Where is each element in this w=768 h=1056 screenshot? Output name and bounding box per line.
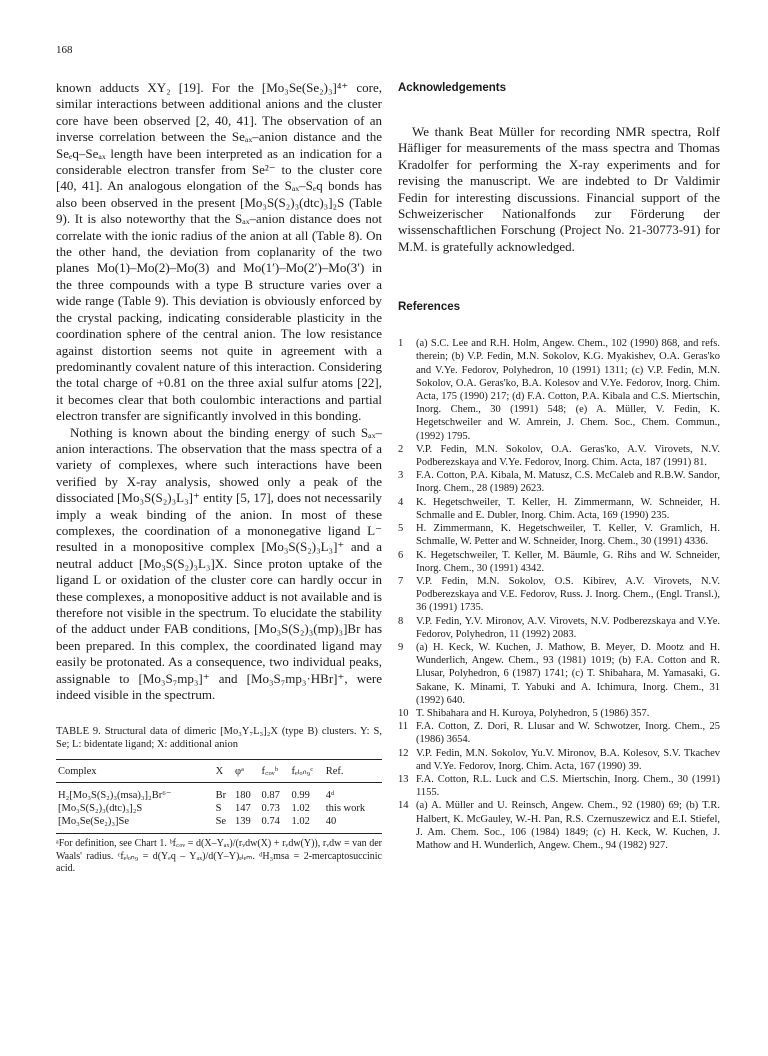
reference-item [398,773,720,799]
table-cell: 1.02 [291,803,310,815]
reference-number: 3 [398,470,404,482]
acknowledgements-text [398,124,720,255]
table-cell: 0.87 [261,789,280,801]
reference-item [398,799,720,852]
reference-number: 10 [398,707,409,719]
reference-number: 11 [398,721,409,733]
table-caption: TABLE 9. Structural data of dimeric [Mo₃Y₇L₃]₂X (type B) clusters. Y: S, Se; L: bidentate ligand; X: additional anion [56,726,382,751]
reference-item [398,469,720,495]
reference-text: V.P. Fedin, M.N. Sokolov, Yu.V. Mironov, B.A. Kolesov, S.V. Tkachev and V.Ye. Fedorov, Inorg. Chim. Acta, 167 (1990) 39. [416,747,720,772]
table-cell: 0.74 [260,815,290,834]
reference-item [398,443,720,469]
reference-number: 4 [398,496,404,508]
reference-text: F.A. Cotton, R.L. Luck and C.S. Miertschin, Inorg. Chem., 30 (1991) 1155. [416,773,720,799]
table-header-x: X [214,760,233,783]
page-number: 168 [56,44,73,56]
reference-item [398,549,720,575]
table-row [56,815,382,834]
table-header-felong: fₑₗₒₙ₉ᶜ [290,760,324,783]
table-cell: 180 [235,789,251,801]
table-cell: 0.99 [291,789,310,801]
right-column [398,80,720,852]
table-cell: 139 [233,815,260,834]
reference-item [398,720,720,746]
references-heading: References [398,301,461,314]
reference-number: 12 [398,747,409,759]
reference-text: (a) H. Keck, W. Kuchen, J. Mathow, B. Meyer, D. Mootz and H. Wunderlich, Angew. Chem., 93 (1981) 1019; (b) F.A. Cotton and R. Llusar, Polyhedron, 6 (1987) 1741; (c) T. Shibahara, M. Yamasaki, G. Sakane, K. Minami, T. Yabuki and A. Ichimura, Inorg. Chem., 31 (1992) 640. [416,641,720,706]
table-header-fcov: f꜀ₒᵥᵇ [260,760,290,783]
reference-text: K. Hegetschweiler, T. Keller, H. Zimmermann, W. Schneider, H. Schmalle and E. Dubler, Inorg. Chim. Acta, 169 (1990) 235. [416,496,720,521]
table-row [56,783,382,803]
reference-list [398,337,720,852]
paragraph: known adducts XY₂ [19]. For the [Mo₃Se(Se₂)₃]⁴⁺ core, similar interactions between additional anions and the cluster core have been observed [2, 40, 41]. The observation of an inverse correlation between the Seₐₓ–anion distance and the Seₑq–Seₐₓ length have been interpreted as an indication for a considerable electron transfer from Se²⁻ to the cluster core [40, 41]. An analogous elongation of the Sₐₓ–Sₑq bonds has also been observed in the present [Mo₃S(S₂)₃(dtc)₃]₂S (Table 9). It is also noteworthy that the Sₐₓ–anion distance does not correlate with the ionic radius of the anion at all (Table 8). On the other hand, the deviation from coplanarity of the two planes Mo(1)–Mo(2)–Mo(3) and Mo(1′)–Mo(2′)–Mo(3′) in the three compounds with a type B structure varies over a wide range (Table 9). This deviation is obviously enforced by the crystal packing, indicating considerable plasticity in the coordination sphere of the central anion. The low resistance against distortion seems not quite in agreement with a predominantly covalent nature of this interaction. Considering the total charge of +0.81 on the three axial sulfur atoms [22], it becomes clear that both coulombic interactions and partial electron transfer are significantly involved in this bonding. [56,80,382,424]
reference-text: V.P. Fedin, M.N. Sokolov, O.A. Geras'ko, A.V. Virovets, N.V. Podberezskaya and V.Ye. Fedorov, Inorg. Chim. Acta, 187 (1991) 81. [416,443,720,469]
table-cell: Br [215,789,227,801]
reference-item [398,496,720,522]
reference-item [398,641,720,707]
left-column [56,80,382,876]
reference-text: (a) A. Müller and U. Reinsch, Angew. Chem., 92 (1980) 69; (b) T.R. Halbert, K. McGauley, W.-H. Pan, R.S. Czernuszewicz and E.I. Stiefel, J. Am. Chem. Soc., 106 (1984) 1849; (c) H. Keck, W. Kuchen, J. Mathow and H. Wunderlich, Angew. Chem., 94 (1982) 927. [416,800,720,851]
reference-number: 8 [398,615,404,627]
reference-item [398,522,720,548]
paragraph: We thank Beat Müller for recording NMR spectra, Rolf Häfliger for measurements of the mass spectra and Thomas Kradolfer for performing the X-ray experiments and for revising the manuscript. We are indebted to Dr Valdimir Fedin for interesting discussions. Financial support of the Schweizerischer Nationalfonds zur Förderung der wissenschaftlichen Forschung (Project No. 21-30773-91) for M.M. is gratefully acknowledged. [398,124,720,254]
reference-number: 13 [398,773,409,785]
reference-text: V.P. Fedin, Y.V. Mironov, A.V. Virovets, N.V. Podberezskaya and V.Ye. Fedorov, Polyhedron, 11 (1992) 2083. [416,615,720,640]
table-cell: 147 [235,803,251,815]
reference-number: 9 [398,641,404,653]
reference-text: (a) S.C. Lee and R.H. Holm, Angew. Chem., 102 (1990) 868, and refs. therein; (b) V.P. Fedin, M.N. Sokolov, K.G. Myakishev, O.A. Geras'ko and V.Ye. Fedorov, Polyhedron, 10 (1991) 1311; (c) V.P. Fedin, M.N. Sokolov, O.A. Geras'ko, B.A. Kolesov and V.Ye. Fedorov, Inorg. Chim. Acta, 175 (1990) 217; (d) F.A. Cotton, P.A. Kibala and C.S. Miertschin, Inorg. Chem., 30 (1991) 548; (e) A. Müller, V. Fedin, K. Hegetschweiler and W. Amrein, J. Chem. Soc., Chem. Commun., (1992) 1795. [416,338,720,442]
table-cell: 1.02 [290,815,324,834]
table-header-ref: Ref. [324,760,382,783]
table-row [56,802,382,815]
reference-text: F.A. Cotton, Z. Dori, R. Llusar and W. Schwotzer, Inorg. Chem., 25 (1986) 3654. [416,721,720,746]
reference-item [398,747,720,773]
reference-item [398,337,720,443]
reference-number: 5 [398,523,404,535]
reference-item [398,575,720,615]
reference-text: V.P. Fedin, M.N. Sokolov, O.S. Kibirev, A.V. Virovets, N.V. Podberezskaya and V.E. Fedorov, Russ. J. Inorg. Chem., (Engl. Transl.), 36 (1991) 1735. [416,575,720,614]
reference-number: 6 [398,549,404,561]
table-cell: 40 [324,815,382,834]
reference-number: 14 [398,800,409,812]
reference-text: K. Hegetschweiler, T. Keller, M. Bäumle, G. Rihs and W. Schneider, Inorg. Chem., 30 (1991) 4342. [416,549,720,574]
table-cell: 0.73 [261,803,280,815]
reference-number: 7 [398,575,404,587]
table-cell: 4ᵈ [325,789,335,801]
table-cell: [Mo₃S(S₂)₃(dtc)₃]₂S [58,803,143,815]
table-header-phi: φᵃ [233,760,260,783]
acknowledgements-heading: Acknowledgements [398,82,506,94]
paragraph: Nothing is known about the binding energy of such Sₐₓ–anion interactions. The observation that the mass spectra of a variety of complexes, where such interactions have been verified by X-ray analysis, showed only a peak of the dissociated [Mo₃S(S₂)₃L₃]⁺ entity [5, 17], does not necessarily imply a weak binding of the anion. In most of these complexes, the coordination of a mononegative ligand L⁻ resulted in a monopositive complex [Mo₃S(S₂)₃L₃]⁺ and a neutral adduct [Mo₃S(S₂)₃L₃]X. Since proton uptake of the ligand L or oxidation of the cluster core can hardly occur in these complexes, a monopositive adduct is not available and is therefore not visible in the spectrum. To elucidate the stability of the adduct under FAB conditions, [Mo₃S(S₂)₃(mp)₃]Br has been prepared. In this complex, the coordinated ligand may easily be protonated. As a consequence, two individual peaks, assignable to [Mo₃S₇mp₃]⁺ and [Mo₃S₇mp₃·HBr]⁺, were indeed visible in the spectrum. [56,424,382,703]
structural-data-table [56,759,382,834]
table-cell: Se [214,815,233,834]
reference-text: H. Zimmermann, K. Hegetschweiler, T. Keller, V. Gramlich, H. Schmalle, W. Petter and W. Schneider, Inorg. Chem., 30 (1991) 4336. [416,523,720,548]
table-cell: this work [325,803,366,815]
reference-number: 2 [398,443,404,455]
table-cell: H₂[Mo₃S(S₂)₃(msa)₃]₂Br⁶⁻ [58,790,172,802]
reference-item [398,615,720,641]
body-text [56,80,382,703]
table-header-complex: Complex [56,760,214,783]
reference-text: T. Shibahara and H. Kuroya, Polyhedron, 5 (1986) 357. [416,707,650,719]
table-cell: [Mo₃Se(Se₂)₃]Se [56,815,214,834]
table-footnote: ᵃFor definition, see Chart 1. ᵇf꜀ₒᵥ = d(X–Yₐₓ)/(rᵥdw(X) + rᵥdw(Y)), rᵥdw = van der Waals' radius. ᶜfₑₗₒₙ₉ = d(Yₑq – Yₐₓ)/d(Y–Y)ₑₗₑₘ. ᵈH₃msa = 2-mercaptosuccinic acid. [56,838,382,875]
reference-text: F.A. Cotton, P.A. Kibala, M. Matusz, C.S. McCaleb and R.B.W. Sandor, Inorg. Chem., 28 (1989) 2623. [416,470,720,495]
table-cell: S [215,803,222,815]
table-header-row [56,760,382,783]
reference-number: 1 [398,338,404,350]
reference-item [398,707,720,720]
